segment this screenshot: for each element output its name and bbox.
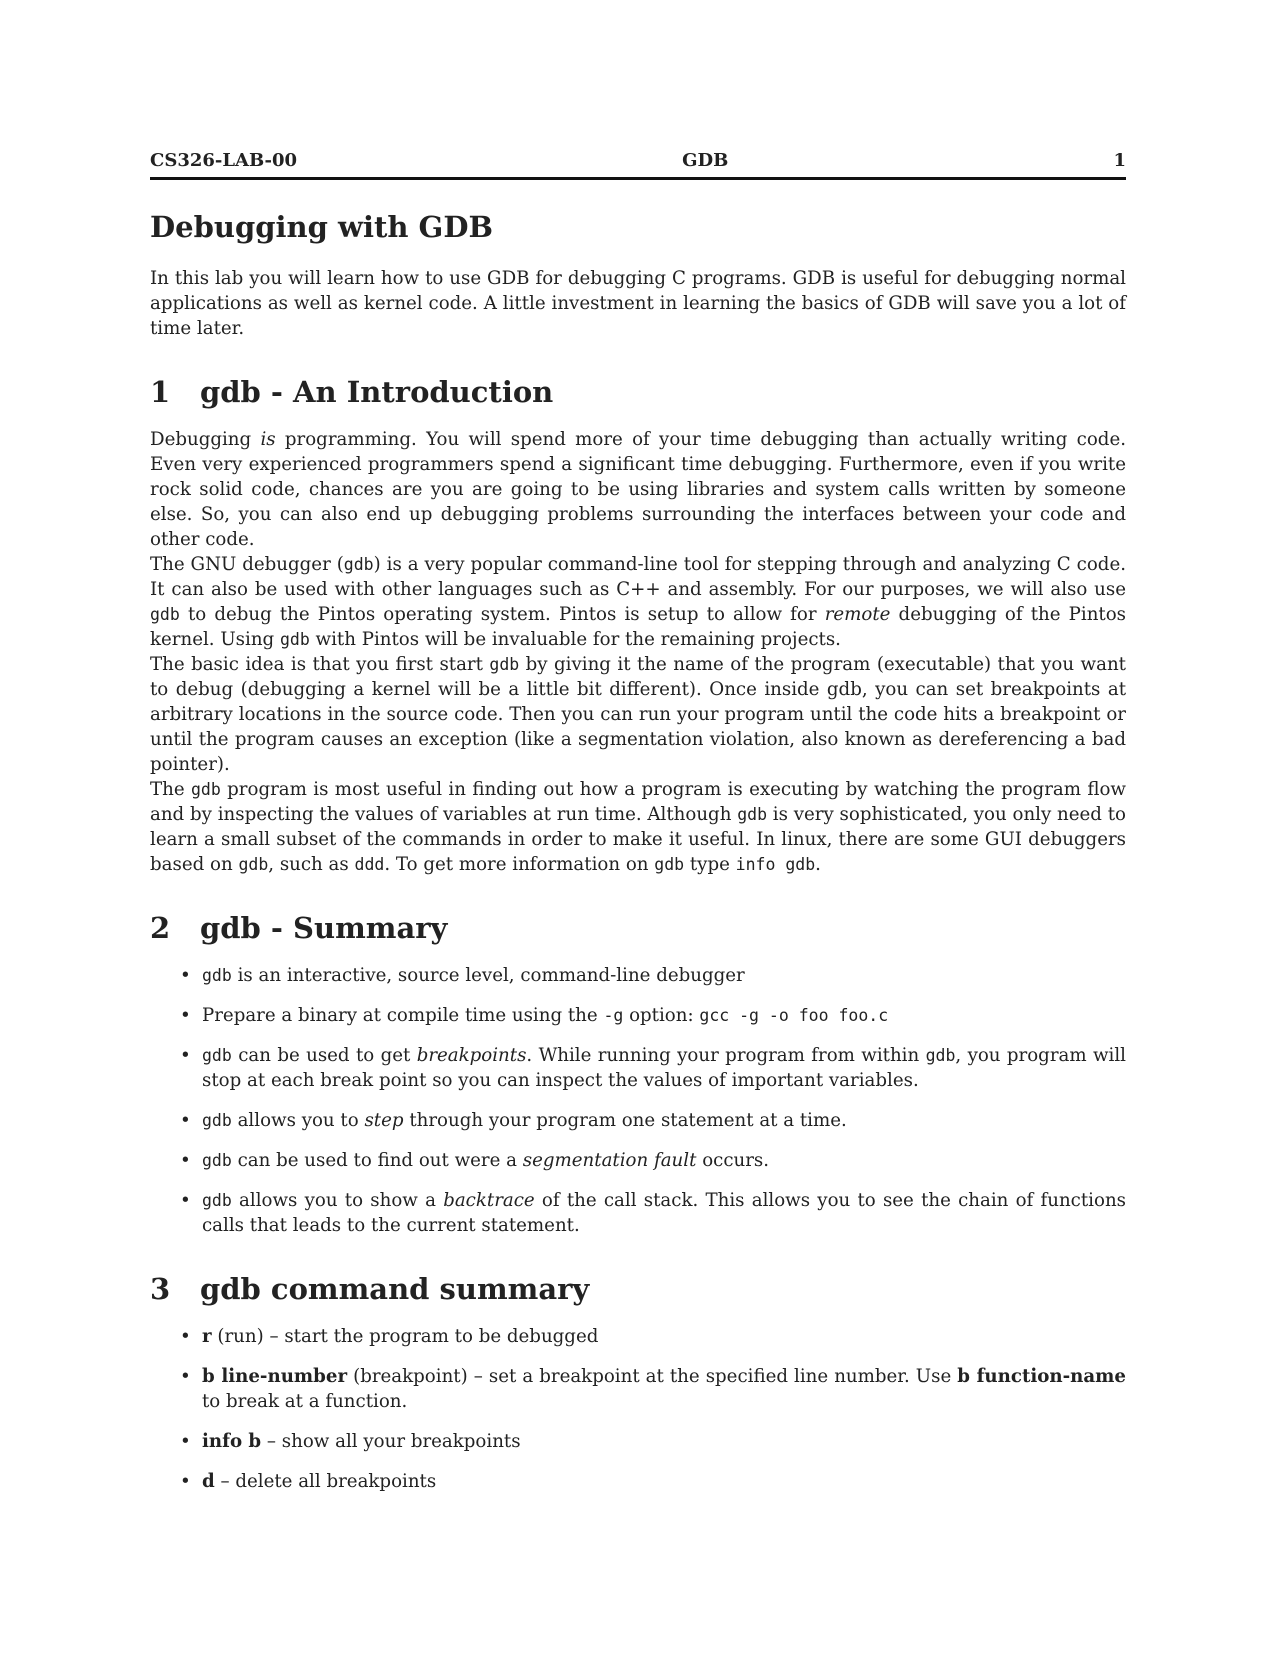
intro-paragraph: In this lab you will learn how to use GDB for debugging C programs. GDB is useful for debugging normal applications as well as kernel code. A little investment in learning the basics of GDB will save you a lot of time later. — [150, 268, 1126, 339]
section-title: gdb - An Introduction — [200, 375, 554, 409]
list-item: • info b – show all your breakpoints — [150, 1429, 1126, 1454]
summary-list — [150, 963, 1126, 1238]
list-item: • gdb allows you to step through your program one statement at a time. — [150, 1108, 1126, 1133]
document-title: Debugging with GDB — [150, 210, 493, 244]
list-item: • gdb can be used to find out were a segmentation fault occurs. — [150, 1148, 1126, 1173]
section-3-heading — [150, 1272, 1126, 1306]
list-item: • r (run) – start the program to be debugged — [150, 1324, 1126, 1349]
section-title: gdb - Summary — [200, 911, 448, 945]
list-item: • d – delete all breakpoints — [150, 1469, 1126, 1494]
running-header — [150, 150, 1126, 180]
s1-paragraph-2: The GNU debugger (gdb) is a very popular command-line tool for stepping through and analyzing C code. It can also be used with other languages such as C++ and assembly. For our purposes, we will also use gdb to debug the Pintos operating system. Pintos is setup to allow for remote debugging of the Pintos kernel. Using gdb with Pintos will be invaluable for the remaining projects. — [150, 554, 1127, 650]
command-list — [150, 1324, 1126, 1494]
header-topic: GDB — [682, 150, 729, 171]
list-item: • Prepare a binary at compile time using the -g option: gcc -g -o foo foo.c — [150, 1003, 1126, 1028]
section-number: 3 — [150, 1272, 171, 1306]
list-item: • b line-number (breakpoint) – set a breakpoint at the specified line number. Use b function-name to break at a function. — [150, 1364, 1126, 1414]
list-item: • gdb allows you to show a backtrace of the call stack. This allows you to see the chain of functions calls that leads to the current statement. — [150, 1188, 1126, 1238]
header-page-number: 1 — [1113, 150, 1126, 171]
section-1-heading — [150, 375, 1126, 409]
s1-paragraph-4: The gdb program is most useful in finding out how a program is executing by watching the program flow and by inspecting the values of variables at run time. Although gdb is very sophisticated, you only need to learn a small subset of the commands in order to make it useful. In linux, there are some GUI debuggers based on gdb, such as ddd. To get more information on gdb type info gdb. — [150, 779, 1126, 875]
s1-paragraph-3: The basic idea is that you first start gdb by giving it the name of the program (executable) that you want to debug (debugging a kernel will be a little bit different). Once inside gdb, you can set breakpoints at arbitrary locations in the source code. Then you can run your program until the code hits a breakpoint or until the program causes an exception (like a segmentation violation, also known as dereferencing a bad pointer). — [150, 654, 1126, 775]
header-course: CS326-LAB-00 — [150, 150, 298, 171]
intro-section — [150, 266, 1126, 341]
s1-paragraph-1: Debugging is programming. You will spend more of your time debugging than actually writing code. Even very experienced programmers spend a significant time debugging. Furthermore, even if you write rock solid code, chances are you are going to be using libraries and system calls written by someone else. So, you can also end up debugging problems surrounding the interfaces between your code and other code. — [150, 429, 1126, 550]
list-item: • gdb is an interactive, source level, command-line debugger — [150, 963, 1126, 988]
section-number: 1 — [150, 375, 171, 409]
section-title: gdb command summary — [200, 1272, 590, 1306]
section-2-heading — [150, 911, 1126, 945]
list-item: • gdb can be used to get breakpoints. While running your program from within gdb, you program will stop at each break point so you can inspect the values of important variables. — [150, 1043, 1126, 1093]
section-number: 2 — [150, 911, 171, 945]
document-page — [150, 150, 1126, 1509]
